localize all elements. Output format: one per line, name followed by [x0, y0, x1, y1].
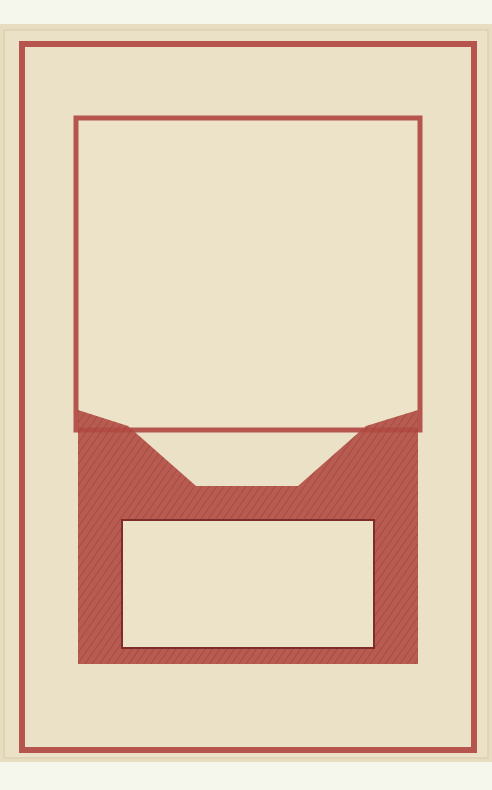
- site-url[interactable]: [0, 0, 492, 24]
- bottom-margin: [0, 762, 492, 790]
- inner-text-panel: [76, 118, 420, 430]
- colophon-box: [122, 520, 374, 648]
